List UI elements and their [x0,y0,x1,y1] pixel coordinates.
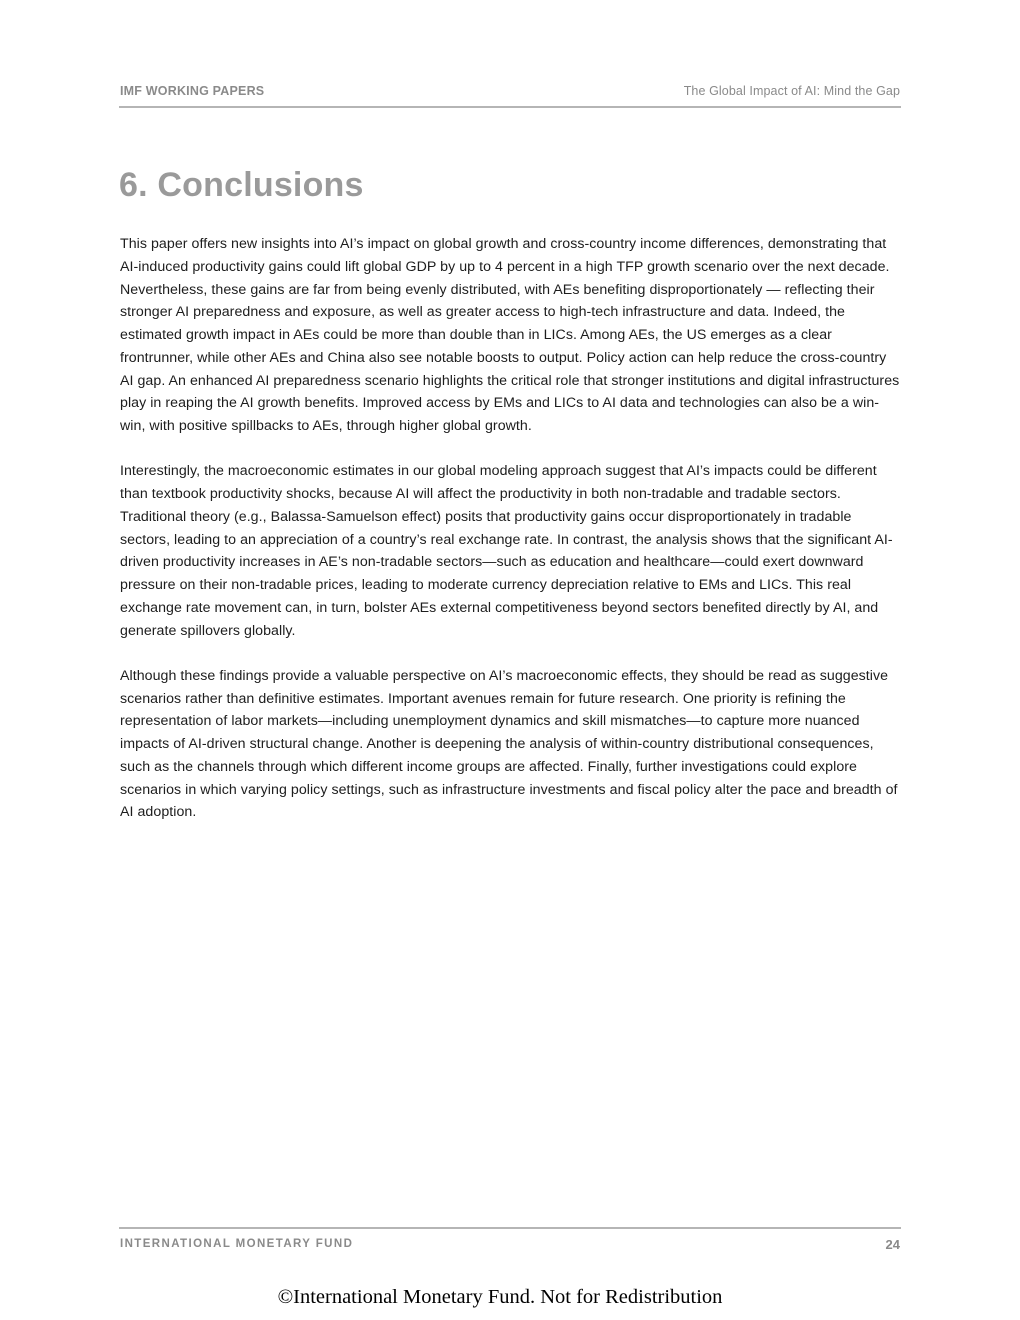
section-title: 6. Conclusions [119,166,364,204]
footer-organization: INTERNATIONAL MONETARY FUND [120,1238,354,1250]
paragraph: Interestingly, the macroeconomic estimates in our global modeling approach suggest that AI’s impacts could be different than textbook productivity shocks, because AI will affect the productivity in both non-tradable and tradable sectors. Traditional theory (e.g., Balassa-Samuelson effect) posits that productivity gains occur disproportionately in tradable sectors, leading to an appreciation of a country’s real exchange rate. In contrast, the analysis shows that the significant AI-driven productivity increases in AE’s non-tradable sectors—such as education and healthcare—could exert downward pressure on their non-tradable prices, leading to moderate currency depreciation relative to EMs and LICs. This real exchange rate movement can, in turn, bolster AEs external competitiveness beyond sectors benefited directly by AI, and generate spillovers globally. [120,463,893,639]
series-name: IMF WORKING PAPERS [120,84,265,98]
paragraph: Although these findings provide a valuable perspective on AI’s macroeconomic effects, they should be read as suggestive scenarios rather than definitive estimates. Important avenues remain for future research. One priority is refining the representation of labor markets—including unemployment dynamics and skill mismatches—to capture more nuanced impacts of AI-driven structural change. Another is deepening the analysis of within-country distributional consequences, such as the channels through which different income groups are affected. Finally, further investigations could explore scenarios in which varying policy settings, such as infrastructure investments and fiscal policy alter the pace and breadth of AI adoption. [120,667,898,821]
copyright-notice: ©International Monetary Fund. Not for Redistribution [277,1286,723,1308]
page-number: 24 [885,1237,900,1252]
section-body [120,233,902,847]
page-header [119,82,901,108]
paragraph: This paper offers new insights into AI’s impact on global growth and cross-country income differences, demonstrating that AI-induced productivity gains could lift global GDP by up to 4 percent in a high TFP growth scenario over the next decade. Nevertheless, these gains are far from being evenly distributed, with AEs benefiting disproportionately — reflecting their stronger AI preparedness and exposure, as well as greater access to high-tech infrastructure and data. Indeed, the estimated growth impact in AEs could be more than double than in LICs. Among AEs, the US emerges as a clear frontrunner, while other AEs and China also see notable boosts to output. Policy action can help reduce the cross-country AI gap. An enhanced AI preparedness scenario highlights the critical role that stronger institutions and digital infrastructures play in reaping the AI growth benefits. Improved access by EMs and LICs to AI data and technologies can also be a win-win, with positive spillbacks to AEs, through higher global growth. [120,236,900,434]
page-footer [119,1227,901,1255]
running-title: The Global Impact of AI: Mind the Gap [683,84,900,98]
